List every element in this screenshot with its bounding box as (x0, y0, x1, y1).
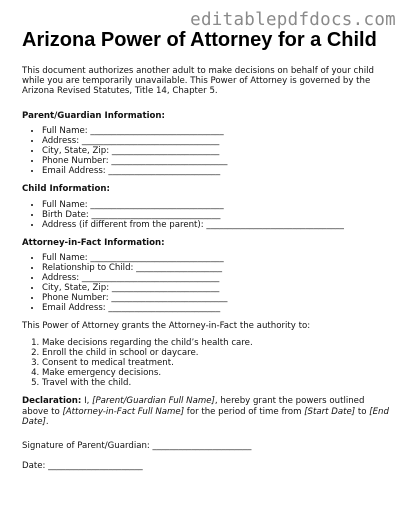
parent-address-field: • Address: ________________________________ (42, 136, 392, 146)
child-heading: Child Information: (22, 184, 110, 195)
agent-relationship-field: • Relationship to Child: ____________________ (42, 263, 392, 273)
agent-full-name-field: • Full Name: _______________________________ (42, 253, 392, 263)
agent-name-placeholder: [Attorney-in-Fact Full Name] (62, 406, 185, 417)
start-date-placeholder: [Start Date] (304, 406, 356, 417)
parent-fields-list (22, 126, 392, 176)
end-date-placeholder: [End Date] (22, 406, 389, 427)
agent-email-field: • Email Address: __________________________ (42, 303, 392, 313)
parent-heading: Parent/Guardian Information: (22, 110, 165, 121)
declaration-text: , hereby grant the powers outlined above to (22, 396, 365, 417)
power-item: 5. Travel with the child. (42, 378, 392, 388)
declaration-text: for the period of time from (184, 406, 305, 417)
power-item: 2. Enroll the child in school or daycare. (42, 348, 392, 358)
child-birth-date-field: • Birth Date: ______________________________ (42, 210, 392, 220)
child-full-name-field: • Full Name: _______________________________ (42, 200, 392, 210)
date-line: Date: ______________________ (22, 461, 143, 472)
agent-city-state-zip-field: • City, State, Zip: _________________________ (42, 283, 392, 293)
declaration-label: Declaration: (22, 396, 82, 407)
power-item: 4. Make emergency decisions. (42, 368, 392, 378)
powers-list (22, 338, 392, 388)
parent-name-placeholder: [Parent/Guardian Full Name] (92, 396, 215, 407)
signature-line: Signature of Parent/Guardian: _______________________ (22, 440, 252, 451)
parent-phone-field: • Phone Number: ___________________________ (42, 156, 392, 166)
parent-city-state-zip-field: • City, State, Zip: _________________________ (42, 146, 392, 156)
watermark: editablepdfdocs.com (190, 10, 396, 30)
agent-fields-list (22, 253, 392, 313)
declaration-text: to (355, 406, 370, 417)
parent-full-name-field: • Full Name: _______________________________ (42, 126, 392, 136)
declaration-text: . (45, 416, 49, 427)
agent-heading: Attorney-in-Fact Information: (22, 237, 165, 248)
page-title: Arizona Power of Attorney for a Child (22, 29, 377, 51)
agent-phone-field: • Phone Number: ___________________________ (42, 293, 392, 303)
child-address-field: • Address (if different from the parent): ________________________________ (42, 220, 392, 230)
declaration-text: I, (81, 396, 93, 407)
agent-address-field: • Address: ________________________________ (42, 273, 392, 283)
parent-email-field: • Email Address: __________________________ (42, 166, 392, 176)
declaration-paragraph (22, 396, 392, 427)
document-page (22, 28, 392, 471)
intro-paragraph: This document authorizes another adult to make decisions on behalf of your child while you are temporarily unavailable. This Power of Attorney is governed by the Arizona Revised Statutes, Title 14, Chapter 5. (22, 66, 374, 97)
power-item: 3. Consent to medical treatment. (42, 358, 392, 368)
child-fields-list (22, 200, 392, 230)
grant-intro: This Power of Attorney grants the Attorney-in-Fact the authority to: (22, 321, 311, 332)
power-item: 1. Make decisions regarding the child’s health care. (42, 338, 392, 348)
